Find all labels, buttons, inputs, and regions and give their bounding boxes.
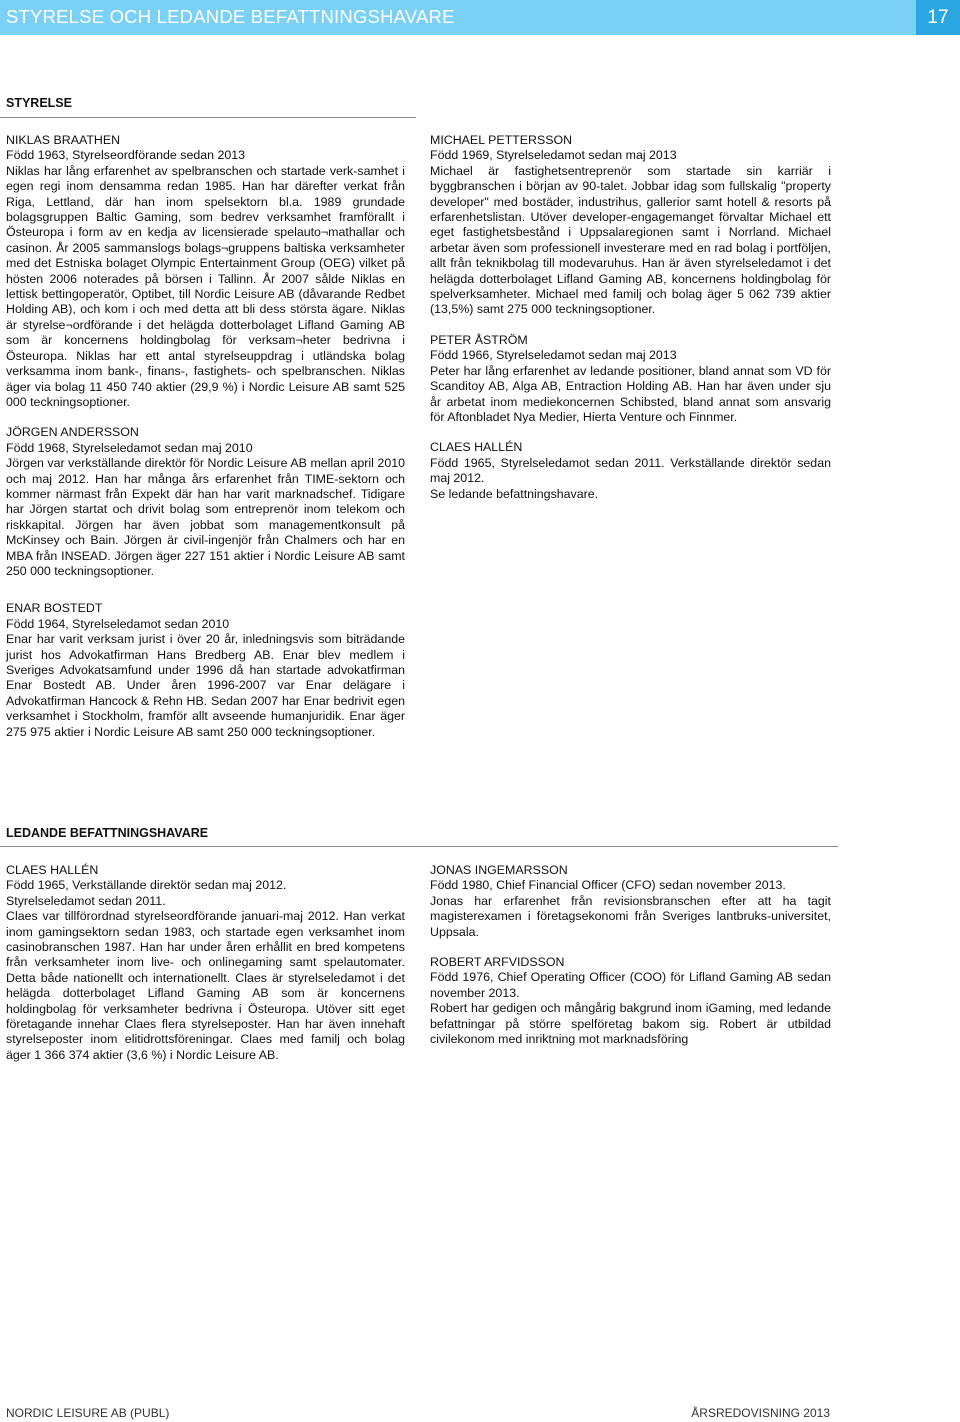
footer-company: NORDIC LEISURE AB (PUBL) bbox=[6, 1406, 170, 1420]
member-bio: Peter har lång erfarenhet av ledande positioner, bland annat som VD för Scanditoy AB, Alga AB, Entraction Holding AB. Han har även under sju år arbetat inom mediekoncernen Schibsted, bland annat som ansvarig för Aftonbladet Nya Medier, Hierta Venture och Finnmer. bbox=[430, 363, 831, 424]
member-bio: Jonas har erfarenhet från revisionsbranschen efter att ha tagit magisterexamen i företagsekonomi från Sveriges lantbruks-universitet, Uppsala. bbox=[430, 893, 831, 939]
member-name: PETER ÅSTRÖM bbox=[430, 332, 528, 347]
member-bio: Michael är fastighetsentreprenör som startade sin karriär i byggbranschen i början av 90-talet. Jobbar idag som fullskalig "property developer" med bostäder, industrihus, gallerior samt hotell & resorts på erfarenhetslistan. Utöver developer-engagemanget förvaltar Michael ett eget fastighetsbestånd i Uppsalaregionen samt i Norrland. Michael arbetar även som professionell investerare med en rad bolag i portföljen, allt från teknikbolag till modevaruhus. Han är även styrelseledamot i det helägda dotterbolaget Lifland Gaming AB, koncernens holdingbolag för spelverksamheter. Michael med familj och bolag äger 5 062 739 aktier (13,5%) samt 275 000 teckningsoptioner. bbox=[430, 163, 831, 317]
member-subtitle: Född 1963, Styrelseordförande sedan 2013 bbox=[6, 148, 246, 163]
board-member-entry bbox=[430, 333, 831, 425]
board-member-entry bbox=[6, 601, 405, 740]
member-bio: Claes var tillförordnad styrelseordförande januari-maj 2012. Han verkat inom gamingsektorn sedan 1983, och startade egen verksamhet inom casinobranschen 1987. Han har under åren erhållit en bred kompetens från verksamheter inom live- och onlinegaming samt spelautomater. Detta både nationellt och internationellt. Claes är styrelseledamot i det helägda dotterbolaget Lifland Gaming AB som är koncernens holdingbolag för verksamheter bedrivna i Östeuropa. Utöver sitt eget företagande innehar Claes flera styrelseposter. Han har även innehaft styrelseposter inom elitidrottsföreningar. Claes med familj och bolag äger 1 366 374 aktier (3,6 %) i Nordic Leisure AB. bbox=[6, 909, 405, 1062]
member-name: JÖRGEN ANDERSSON bbox=[6, 425, 139, 440]
management-heading-rule bbox=[0, 846, 838, 847]
board-member-entry bbox=[430, 133, 831, 318]
executive-entry bbox=[430, 863, 831, 940]
member-subtitle: Född 1968, Styrelseledamot sedan maj 2010 bbox=[6, 440, 253, 455]
member-subtitle: Född 1966, Styrelseledamot sedan maj 2013 bbox=[430, 348, 677, 363]
member-bio: Se ledande befattningshavare. bbox=[430, 486, 599, 501]
footer-report-title: ÅRSREDOVISNING 2013 bbox=[691, 1406, 830, 1420]
board-left-column bbox=[6, 133, 405, 740]
member-subtitle: Född 1976, Chief Operating Officer (COO) för Lifland Gaming AB sedan november 2013. bbox=[430, 970, 831, 1000]
board-heading-rule bbox=[0, 117, 416, 118]
member-bio: Jörgen var verkställande direktör för Nordic Leisure AB mellan april 2010 och maj 2012. Han har många års erfarenhet från TIME-sektorn och kommer närmast från Expekt där han har varit marknadschef. Tidigare har Jörgen startat och drivit bolag som entreprenör inom telekom och riskkapital. Jörgen har även jobbat som managementkonsult på McKinsey och Bain. Jörgen är civil-ingenjör från Chalmers och har en MBA från INSEAD. Jörgen äger 227 151 aktier i Nordic Leisure AB samt 250 000 teckningsoptioner. bbox=[6, 456, 405, 578]
board-member-entry bbox=[430, 440, 831, 502]
page-number: 17 bbox=[916, 0, 960, 35]
member-name: MICHAEL PETTERSSON bbox=[430, 133, 573, 147]
member-name: NIKLAS BRAATHEN bbox=[6, 133, 121, 147]
board-member-entry bbox=[6, 425, 405, 579]
board-heading: STYRELSE bbox=[6, 96, 72, 110]
member-name: ROBERT ARFVIDSSON bbox=[430, 955, 565, 970]
executive-entry bbox=[6, 863, 405, 1063]
member-bio: Robert har gedigen och mångårig bakgrund inom iGaming, med ledande befattningar på större spelföretag bakom sig. Robert är utbildad civilekonom med inriktning mot marknadsföring bbox=[430, 1001, 831, 1047]
board-member-entry bbox=[6, 133, 405, 410]
member-name: JONAS INGEMARSSON bbox=[430, 863, 568, 877]
member-bio: Enar har varit verksam jurist i över 20 år, inledningsvis som biträdande jurist hos Advokatfirman Hans Bredberg AB. Enar blev medlem i Sveriges Advokatsamfund under 1996 då han startade advokatfirman Enar Bostedt AB. Under åren 1996-2007 var Enar delägare i Advokatfirman Hancock & Rehn HB. Sedan 2007 har Enar bedrivit egen verksamhet i Stockholm, framför allt avseende humanjuridik. Enar äger 275 975 aktier i Nordic Leisure AB samt 250 000 teckningsoptioner. bbox=[6, 632, 405, 739]
member-subtitle: Född 1964, Styrelseledamot sedan 2010 bbox=[6, 616, 230, 631]
member-name: ENAR BOSTEDT bbox=[6, 601, 103, 616]
member-name: CLAES HALLÉN bbox=[6, 863, 99, 877]
management-right-column bbox=[430, 863, 831, 1047]
board-right-column bbox=[430, 133, 831, 502]
member-subtitle-2: Styrelseledamot sedan 2011. bbox=[6, 893, 166, 908]
executive-entry bbox=[430, 955, 831, 1047]
member-subtitle: Född 1969, Styrelseledamot sedan maj 2013 bbox=[430, 148, 677, 163]
member-subtitle: Född 1980, Chief Financial Officer (CFO) sedan november 2013. bbox=[430, 878, 786, 893]
management-heading: LEDANDE BEFATTNINGSHAVARE bbox=[6, 826, 209, 840]
member-subtitle: Född 1965, Styrelseledamot sedan 2011. Verkställande direktör sedan maj 2012. bbox=[430, 455, 831, 486]
member-name: CLAES HALLÉN bbox=[430, 440, 523, 455]
header-bar bbox=[0, 0, 960, 35]
page-header-title: STYRELSE OCH LEDANDE BEFATTNINGSHAVARE bbox=[6, 6, 455, 27]
member-subtitle: Född 1965, Verkställande direktör sedan maj 2012. bbox=[6, 878, 287, 893]
member-bio: Niklas har lång erfarenhet av spelbranschen och startade verk-samhet i egen regi inom densamma redan 1985. Han har därefter verkat från Riga, Lettland, där han inom spelsektorn bl.a. 1989 grundade bolagsgruppen Baltic Gaming, som bedrev verksamhet framförallt i Östeuropa i form av en kedja av licensierade spelauto¬mathallar och casinon. År 2005 sammanslogs bolags¬gruppens baltiska verksamheter med det Estniska bolaget Olympic Entertainment Group (OEG) vilket på hösten 2006 noterades på börsen i Tallinn. År 2007 sålde Niklas en lettisk bettingoperatör, Optibet, till Nordic Leisure AB (dåvarande Redbet Holding AB), och kom i och med detta att bli dess största ägare. Niklas är styrelse¬ordförande i det helägda dotterbolaget Lifland Gaming AB som är koncernens holdingbolag för verksam¬heter bedrivna i Östeuropa. Niklas har ett antal styrelseuppdrag i utländska bolag verksamma inom bank-, finans-, fastighets- och spelbranschen. Niklas äger via bolag 11 450 740 aktier (29,9 %) i Nordic Leisure AB samt 525 000 teckningsoptioner. bbox=[6, 163, 405, 409]
management-left-column bbox=[6, 863, 405, 1063]
